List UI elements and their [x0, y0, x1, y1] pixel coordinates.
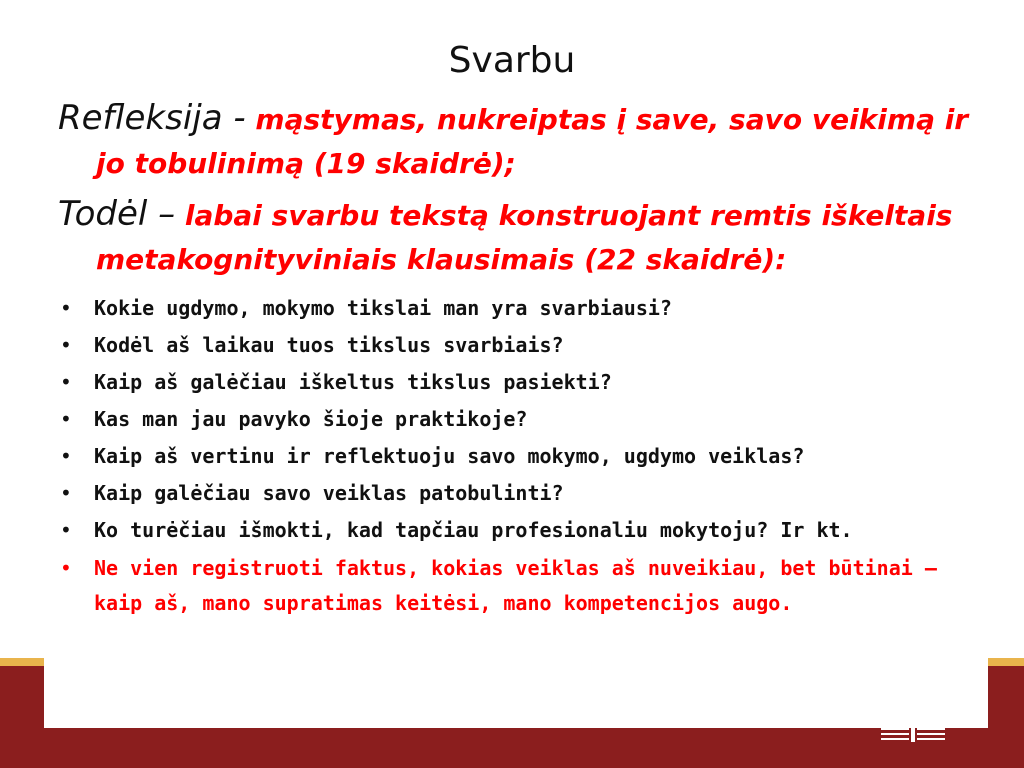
list-item-text: Kas man jau pavyko šioje praktikoje?: [94, 407, 528, 431]
slide-title: Svarbu: [448, 40, 576, 81]
list-item: [58, 477, 978, 509]
list-item-text: Ne vien registruoti faktus, kokias veiklas aš nuveikiau, bet būtinai – kaip aš, mano supratimas keitėsi, mano kompetencijos augo.: [94, 556, 937, 615]
list-item: [58, 292, 978, 324]
list-item: [58, 366, 978, 398]
paragraph-refleksija: [58, 96, 978, 186]
list-item-text: Kodėl aš laikau tuos tikslus svarbiais?: [94, 333, 564, 357]
paragraph-text: labai svarbu tekstą konstruojant remtis iškeltais metakognityviniais klausimais (22 skaidrė):: [96, 199, 953, 276]
bullet-icon: •: [60, 556, 72, 580]
bullet-icon: •: [60, 481, 72, 505]
paragraph-lead: Refleksija -: [58, 98, 246, 138]
list-item-text: Kokie ugdymo, mokymo tikslai man yra svarbiausi?: [94, 296, 672, 320]
list-item-text: Kaip galėčiau savo veiklas patobulinti?: [94, 481, 564, 505]
list-item: [58, 514, 978, 546]
list-item-highlight: [58, 551, 978, 621]
bullet-icon: •: [60, 444, 72, 468]
book-icon: [880, 726, 946, 744]
paragraph-text: mąstymas, nukreiptas į save, savo veikimą ir jo tobulinimą (19 skaidrė);: [96, 103, 969, 180]
list-item-text: Ko turėčiau išmokti, kad tapčiau profesionaliu mokytoju? Ir kt.: [94, 518, 853, 542]
bullet-icon: •: [60, 407, 72, 431]
list-item-text: Kaip aš galėčiau iškeltus tikslus pasiekti?: [94, 370, 612, 394]
bullet-icon: •: [60, 333, 72, 357]
paragraph-lead: Todėl –: [58, 194, 176, 234]
bullet-icon: •: [60, 518, 72, 542]
list-item: [58, 403, 978, 435]
paragraph-todel: [58, 192, 978, 282]
bullet-icon: •: [60, 296, 72, 320]
list-item: [58, 329, 978, 361]
bullet-icon: •: [60, 370, 72, 394]
question-list: [58, 292, 978, 626]
list-item: [58, 440, 978, 472]
list-item-text: Kaip aš vertinu ir reflektuoju savo mokymo, ugdymo veiklas?: [94, 444, 805, 468]
